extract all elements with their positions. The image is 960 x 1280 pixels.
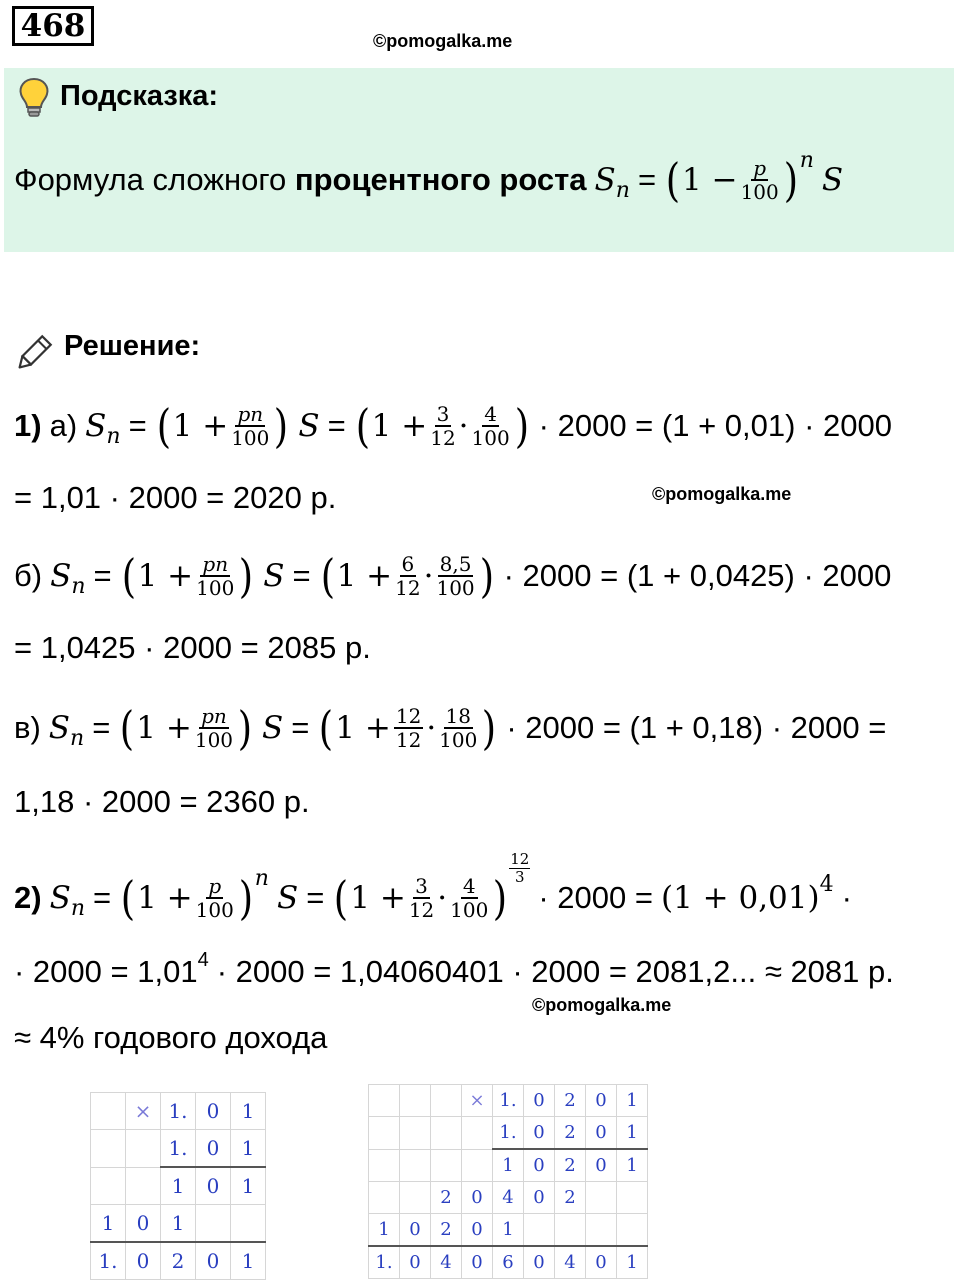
solution-title: Решение:	[64, 330, 201, 362]
grid-cell: 1	[231, 1130, 266, 1168]
grid-cell: 2	[555, 1085, 586, 1117]
grid-cell: 1	[231, 1093, 266, 1130]
grid-cell: 1	[91, 1205, 126, 1243]
grid-cell: 0	[462, 1246, 493, 1279]
grid-cell	[555, 1214, 586, 1247]
grid-cell: 1	[161, 1205, 196, 1243]
fraction: $\frac{p}{100}$	[740, 156, 779, 204]
grid-cell	[524, 1214, 555, 1247]
right-paren: )	[783, 153, 798, 207]
formula-s: S	[594, 162, 616, 198]
grid-row	[369, 1182, 648, 1214]
grid-cell: 0	[586, 1149, 617, 1182]
grid-cell	[431, 1117, 462, 1150]
grid-cell: 0	[524, 1117, 555, 1150]
grid-cell	[586, 1182, 617, 1214]
solution-line-3: б) S n = ( 1 + $\frac{pn}{100}$ ) S = ( 1 + $\frac{6}{12}$ · $\frac{8,5}{100}$ ) · 2000 = (1 + 0,0425) · 2000	[14, 549, 892, 603]
grid-cell: 0	[586, 1085, 617, 1117]
part-v: в)	[14, 710, 41, 745]
grid-cell	[91, 1130, 126, 1168]
grid-cell	[431, 1085, 462, 1117]
grid-cell	[400, 1117, 431, 1150]
lightbulb-icon	[14, 76, 54, 122]
watermark-3: ©pomogalka.me	[532, 995, 672, 1015]
item-label-1: 1)	[14, 408, 42, 443]
solution-line-2: = 1,01 · 2000 = 2020 р.	[14, 480, 337, 515]
formula-sub-n: n	[615, 177, 630, 203]
grid-row	[91, 1093, 266, 1130]
multiplication-grid-2	[368, 1084, 648, 1279]
pencil-icon	[16, 328, 60, 374]
grid-cell: 0	[400, 1214, 431, 1247]
grid-cell: 2	[555, 1182, 586, 1214]
grid-cell: 1.	[161, 1130, 196, 1168]
grid-cell: 1	[493, 1214, 524, 1247]
grid-cell: 1	[617, 1246, 648, 1279]
grid-row	[369, 1149, 648, 1182]
grid-cell: 0	[126, 1205, 161, 1243]
multiplication-grid-1	[90, 1092, 266, 1280]
solution-line-6: 1,18 · 2000 = 2360 р.	[14, 784, 310, 819]
grid-cell	[369, 1117, 400, 1150]
part-a: а)	[49, 408, 78, 443]
hint-title: Подсказка:	[60, 80, 219, 112]
grid-cell: 0	[524, 1182, 555, 1214]
solution-line-8: · 2000 = 1,01 4 · 2000 = 1,04060401 · 2000 = 2081,2... ≈ 2081 р.	[14, 948, 894, 989]
grid-cell: 4	[493, 1182, 524, 1214]
grid-cell: 0	[126, 1242, 161, 1280]
grid-row	[369, 1246, 648, 1279]
grid-cell: 1.	[91, 1242, 126, 1280]
part-b: б)	[14, 558, 43, 593]
grid-cell: ×	[462, 1085, 493, 1117]
grid-cell: 2	[555, 1117, 586, 1150]
grid-cell: 1	[617, 1149, 648, 1182]
grid-cell	[431, 1149, 462, 1182]
grid-cell: 1	[231, 1167, 266, 1205]
grid-cell: 1	[617, 1117, 648, 1150]
grid-cell: 2	[161, 1242, 196, 1280]
grid-cell	[91, 1093, 126, 1130]
grid-row	[369, 1085, 648, 1117]
grid-cell: 0	[196, 1167, 231, 1205]
grid-cell: 1.	[493, 1085, 524, 1117]
watermark-2: ©pomogalka.me	[652, 484, 792, 504]
formula-eq: =	[637, 162, 657, 197]
grid-cell	[586, 1214, 617, 1247]
grid-cell: 0	[400, 1246, 431, 1279]
hint-text-bold: процентного роста	[294, 162, 587, 197]
grid-cell	[400, 1149, 431, 1182]
grid-cell	[196, 1205, 231, 1243]
problem-number: 468	[12, 6, 94, 46]
solution-line-5: в) S n = ( 1 + $\frac{pn}{100}$ ) S = ( 1 + $\frac{12}{12}$ · $\frac{18}{100}$ ) · 2000 = (1 + 0,18) · 2000 =	[14, 701, 887, 755]
line-3-tail: · 2000 = (1 + 0,0425) · 2000	[503, 558, 892, 593]
grid-cell	[91, 1167, 126, 1205]
grid-cell: 4	[555, 1246, 586, 1279]
left-paren: (	[665, 153, 681, 207]
grid-cell: 0	[196, 1130, 231, 1168]
grid-cell	[617, 1182, 648, 1214]
solution-line-4: = 1,0425 · 2000 = 2085 р.	[14, 630, 371, 665]
grid-cell: 0	[196, 1242, 231, 1280]
grid-cell: 1.	[369, 1246, 400, 1279]
grid-cell: 1	[161, 1167, 196, 1205]
grid-cell: 2	[555, 1149, 586, 1182]
grid-cell: 0	[524, 1085, 555, 1117]
grid-cell	[462, 1149, 493, 1182]
grid-row	[369, 1214, 648, 1247]
grid-cell: 1	[231, 1242, 266, 1280]
grid-cell: 1	[617, 1085, 648, 1117]
solution-line-7: 2) S n = ( 1 + $\frac{p}{100}$ ) n S = ( 1 + $\frac{3}{12}$ · $\frac{4}{100}$ ) 12 3 · 2000 = (1 + 0,01) 4 ·	[14, 849, 852, 925]
grid-row	[91, 1205, 266, 1243]
grid-row	[91, 1242, 266, 1280]
line-5-tail: · 2000 = (1 + 0,18) · 2000 =	[506, 710, 887, 745]
grid-cell	[126, 1167, 161, 1205]
grid-row	[91, 1130, 266, 1168]
hint-text: Формула сложного	[14, 162, 295, 197]
grid-cell	[126, 1130, 161, 1168]
formula-exponent: n	[799, 147, 814, 173]
grid-cell: 0	[196, 1093, 231, 1130]
grid-cell: 1	[493, 1149, 524, 1182]
formula-one-minus: 1 −	[682, 162, 738, 198]
grid-row	[369, 1117, 648, 1150]
exponent-fraction: 12 3	[510, 849, 530, 886]
grid-cell: 0	[462, 1182, 493, 1214]
grid-cell	[462, 1117, 493, 1150]
grid-cell	[369, 1149, 400, 1182]
grid-cell: 6	[493, 1246, 524, 1279]
grid-cell: 0	[524, 1149, 555, 1182]
grid-cell: 0	[524, 1246, 555, 1279]
solution-line-9: ≈ 4% годового дохода	[14, 1020, 328, 1055]
grid-cell	[369, 1182, 400, 1214]
grid-cell	[231, 1205, 266, 1243]
grid-row	[91, 1167, 266, 1205]
grid-cell	[400, 1182, 431, 1214]
grid-cell: 0	[586, 1246, 617, 1279]
formula-tail-s: S	[821, 162, 844, 198]
grid-cell	[400, 1085, 431, 1117]
grid-cell: ×	[126, 1093, 161, 1130]
line-1-tail: · 2000 = (1 + 0,01) · 2000	[538, 408, 892, 443]
grid-cell: 1	[369, 1214, 400, 1247]
grid-cell: 2	[431, 1182, 462, 1214]
grid-cell	[369, 1085, 400, 1117]
grid-cell: 2	[431, 1214, 462, 1247]
grid-cell: 1.	[161, 1093, 196, 1130]
grid-cell: 1.	[493, 1117, 524, 1150]
watermark: ©pomogalka.me	[373, 31, 513, 51]
grid-cell: 0	[586, 1117, 617, 1150]
grid-cell: 4	[431, 1246, 462, 1279]
hint-formula-line	[14, 140, 843, 220]
grid-cell: 0	[462, 1214, 493, 1247]
grid-cell	[617, 1214, 648, 1247]
item-label-2: 2)	[14, 880, 42, 915]
solution-line-1: 1) а) S n = ( 1 + $\frac{pn}{100}$ ) S = ( 1 + $\frac{3}{12}$ · $\frac{4}{100}$ ) · 2000 = (1 + 0,01) · 2000	[14, 399, 892, 453]
